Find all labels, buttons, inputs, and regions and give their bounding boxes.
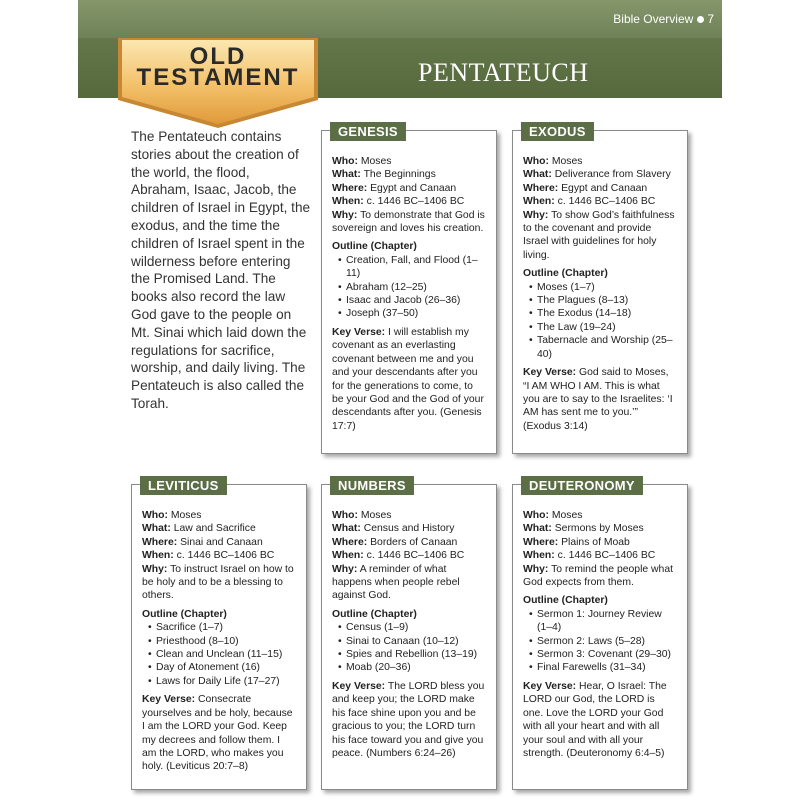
list-item: • Sacrifice (1–7)	[148, 621, 296, 634]
what-label: What:	[523, 523, 552, 535]
book-card-deuteronomy	[512, 478, 688, 790]
outline-heading: Outline (Chapter)	[523, 268, 608, 280]
list-item: • Tabernacle and Worship (25–40)	[529, 334, 677, 361]
list-item: • Creation, Fall, and Flood (1–11)	[338, 254, 486, 281]
when-label: When:	[332, 550, 364, 562]
key-verse-text: God said to Moses, “I AM WHO I AM. This is what you are to say to the Israelites: ‘I AM has sent me to you.’” (Exodus 3:14)	[523, 367, 673, 432]
when-value: c. 1446 BC–1406 BC	[176, 550, 275, 562]
what-label: What:	[332, 523, 361, 535]
key-verse-text: The LORD bless you and keep you; the LORD make his face shine upon you and be gracious to you; the LORD turn his face toward you and give you peace. (Numbers 6:24–26)	[332, 680, 485, 759]
when-field	[332, 195, 486, 208]
why-label: Why:	[332, 563, 358, 575]
where-value: Sinai and Canaan	[180, 536, 263, 548]
list-item: • Priesthood (8–10)	[148, 635, 296, 648]
what-field	[523, 522, 677, 535]
list-item: • Joseph (37–50)	[338, 307, 486, 320]
why-label: Why:	[523, 209, 549, 221]
where-label: Where:	[523, 182, 559, 194]
what-value: Census and History	[363, 523, 455, 535]
key-verse-label: Key Verse:	[523, 367, 577, 379]
why-value: To instruct Israel on how to be holy and to be a blessing to others.	[142, 563, 294, 602]
badge-label	[114, 43, 322, 91]
why-field	[332, 563, 486, 603]
list-item: • Final Farewells (31–34)	[529, 661, 677, 674]
key-verse-text: Consecrate yourselves and be holy, because I am the LORD your God. Keep my decrees and follow them. I am the LORD, who makes you holy. (Leviticus 20:7–8)	[142, 694, 293, 773]
book-card-numbers	[321, 478, 497, 790]
when-field	[523, 549, 677, 562]
key-verse-label: Key Verse:	[332, 680, 386, 692]
what-value: The Beginnings	[363, 169, 436, 181]
why-field	[523, 563, 677, 590]
why-label: Why:	[142, 563, 168, 575]
why-label: Why:	[523, 563, 549, 575]
key-verse	[142, 693, 296, 773]
outline-heading: Outline (Chapter)	[332, 241, 417, 253]
what-field	[332, 522, 486, 535]
list-item: • Clean and Unclean (11–15)	[148, 648, 296, 661]
list-item: • The Exodus (14–18)	[529, 307, 677, 320]
what-value: Sermons by Moses	[554, 523, 644, 535]
who-value: Moses	[360, 510, 392, 521]
what-value: Law and Sacrifice	[173, 523, 256, 535]
who-value: Moses	[360, 156, 392, 167]
who-label: Who:	[142, 510, 168, 521]
when-label: When:	[142, 550, 174, 562]
key-verse	[332, 680, 486, 760]
where-field	[332, 182, 486, 195]
when-value: c. 1446 BC–1406 BC	[366, 550, 465, 562]
list-item: • The Plagues (8–13)	[529, 294, 677, 307]
what-field	[142, 522, 296, 535]
list-item: • Sermon 1: Journey Review (1–4)	[529, 608, 677, 635]
why-value: To remind the people what God expects from them.	[523, 563, 673, 589]
list-item: • Census (1–9)	[338, 621, 486, 634]
why-label: Why:	[332, 209, 358, 221]
who-field	[332, 155, 486, 168]
what-label: What:	[142, 523, 171, 535]
what-field	[523, 168, 677, 181]
header-strip	[78, 0, 722, 38]
who-value: Moses	[551, 156, 583, 167]
why-value: To show God’s faithfulness to the covenant and provide Israel with guidelines for holy living.	[523, 209, 675, 261]
who-label: Who:	[523, 510, 549, 521]
key-verse-label: Key Verse:	[142, 694, 196, 706]
when-field	[523, 195, 677, 208]
when-label: When:	[523, 196, 555, 208]
where-value: Plains of Moab	[561, 536, 630, 548]
who-label: Who:	[332, 156, 358, 167]
where-value: Egypt and Canaan	[561, 182, 648, 194]
who-label: Who:	[523, 156, 549, 167]
why-field	[523, 209, 677, 263]
where-value: Borders of Canaan	[370, 536, 458, 548]
who-value: Moses	[551, 510, 583, 521]
book-title: DEUTERONOMY	[521, 476, 643, 495]
when-value: c. 1446 BC–1406 BC	[366, 196, 465, 208]
list-item: • The Law (19–24)	[529, 321, 677, 334]
running-header-title: Bible Overview	[613, 12, 694, 26]
why-value: To demonstrate that God is sovereign and loves his creation.	[332, 209, 485, 235]
page-number: 7	[707, 12, 714, 26]
outline-list	[142, 621, 296, 688]
list-item: • Laws for Daily Life (17–27)	[148, 675, 296, 688]
book-title: GENESIS	[330, 122, 406, 141]
book-card-leviticus	[131, 478, 307, 790]
outline-list	[523, 281, 677, 361]
who-field	[142, 509, 296, 522]
bullet-dot-icon	[697, 16, 704, 23]
book-card-exodus	[512, 124, 688, 454]
where-label: Where:	[523, 536, 559, 548]
when-value: c. 1446 BC–1406 BC	[557, 196, 656, 208]
where-value: Egypt and Canaan	[370, 182, 457, 194]
outline-list	[332, 621, 486, 675]
key-verse-text: I will establish my covenant as an everlasting covenant between me and you and your descendants after you for the generations to come, to be your God and the God of your descendants after you. (Genesis 17:7)	[332, 326, 484, 432]
when-label: When:	[523, 550, 555, 562]
where-field	[523, 182, 677, 195]
when-value: c. 1446 BC–1406 BC	[557, 550, 656, 562]
who-field	[332, 509, 486, 522]
list-item: • Day of Atonement (16)	[148, 661, 296, 674]
key-verse-label: Key Verse:	[332, 326, 386, 338]
running-header	[613, 12, 714, 26]
list-item: • Abraham (12–25)	[338, 281, 486, 294]
old-testament-badge	[114, 36, 322, 132]
key-verse	[523, 680, 677, 760]
why-field	[332, 209, 486, 236]
intro-paragraph: The Pentateuch contains stories about the creation of the world, the flood, Abraham, Isaac, Jacob, the children of Israel in Egypt, the exodus, and the time the children of Israel spent in the wilderness before entering the Promised Land. The books also record the law God gave to the people on Mt. Sinai which laid down the regulations for sacrifice, worship, and daily living. The Pentateuch is also called the Torah.	[131, 129, 311, 411]
key-verse-label: Key Verse:	[523, 680, 577, 692]
why-field	[142, 563, 296, 603]
list-item: • Moab (20–36)	[338, 661, 486, 674]
outline-heading: Outline (Chapter)	[142, 608, 227, 620]
why-value: A reminder of what happens when people rebel against God.	[332, 563, 460, 602]
when-field	[332, 549, 486, 562]
where-field	[142, 536, 296, 549]
badge-line-1: OLD	[189, 43, 247, 70]
outline-heading: Outline (Chapter)	[332, 608, 417, 620]
who-value: Moses	[170, 510, 202, 521]
list-item: • Sermon 3: Covenant (29–30)	[529, 648, 677, 661]
what-label: What:	[332, 169, 361, 181]
list-item: • Moses (1–7)	[529, 281, 677, 294]
where-field	[523, 536, 677, 549]
outline-list	[332, 254, 486, 321]
where-label: Where:	[332, 536, 368, 548]
when-label: When:	[332, 196, 364, 208]
when-field	[142, 549, 296, 562]
who-field	[523, 155, 677, 168]
section-title: PENTATEUCH	[418, 58, 589, 87]
book-title: LEVITICUS	[140, 476, 227, 495]
list-item: • Isaac and Jacob (26–36)	[338, 294, 486, 307]
what-field	[332, 168, 486, 181]
who-field	[523, 509, 677, 522]
key-verse	[332, 326, 486, 433]
book-title: NUMBERS	[330, 476, 414, 495]
badge-line-2: TESTAMENT	[136, 64, 300, 91]
book-title: EXODUS	[521, 122, 594, 141]
outline-list	[523, 608, 677, 675]
key-verse	[523, 366, 677, 433]
where-label: Where:	[142, 536, 178, 548]
book-card-genesis	[321, 124, 497, 454]
where-label: Where:	[332, 182, 368, 194]
outline-heading: Outline (Chapter)	[523, 595, 608, 607]
list-item: • Sermon 2: Laws (5–28)	[529, 635, 677, 648]
what-value: Deliverance from Slavery	[554, 169, 671, 181]
what-label: What:	[523, 169, 552, 181]
where-field	[332, 536, 486, 549]
list-item: • Sinai to Canaan (10–12)	[338, 635, 486, 648]
who-label: Who:	[332, 510, 358, 521]
list-item: • Spies and Rebellion (13–19)	[338, 648, 486, 661]
key-verse-text: Hear, O Israel: The LORD our God, the LORD is one. Love the LORD your God with all your heart and with all your soul and with all your strength. (Deuteronomy 6:4–5)	[523, 680, 667, 759]
